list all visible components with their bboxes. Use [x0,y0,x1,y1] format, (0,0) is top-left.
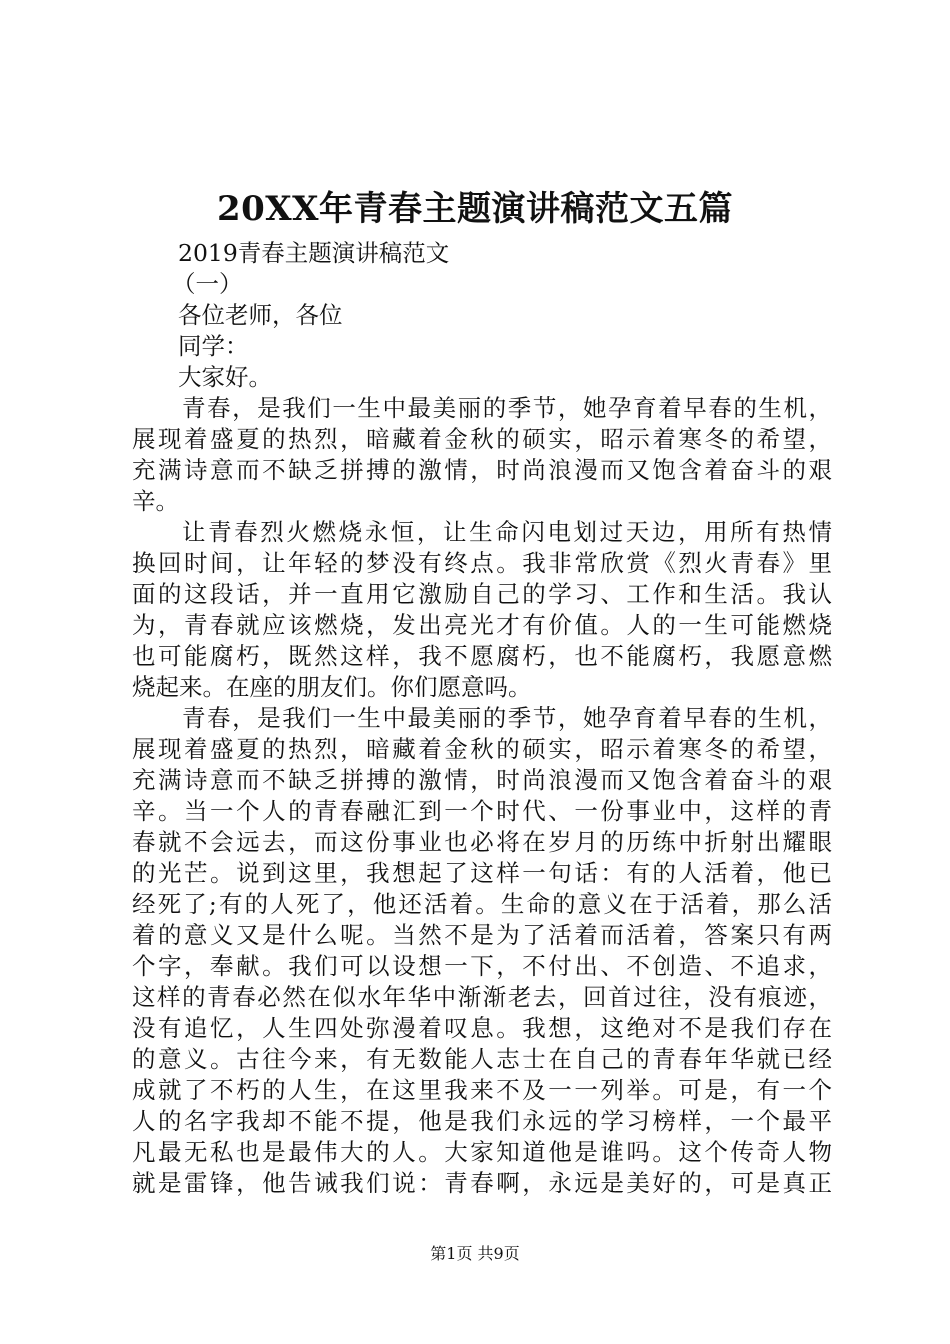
salutation-line: 同学： [178,332,249,360]
section-number: （一） [172,270,243,298]
paragraph-line: 人的名字我却不能不提，他是我们永远的学习榜样，一个最平 [132,1107,832,1135]
paragraph-line: 的意义。古往今来，有无数能人志士在自己的青春年华就已经 [132,1045,832,1073]
paragraph-line: 让青春烈火燃烧永恒，让生命闪电划过天边，用所有热情 [182,518,832,546]
paragraph-line: 的光芒。说到这里，我想起了这样一句话：有的人活着，他已 [132,859,832,887]
paragraph-line: 个字，奉献。我们可以设想一下，不付出、不创造、不追求， [132,952,832,980]
paragraph-line: 着的意义又是什么呢。当然不是为了活着而活着，答案只有两 [132,921,832,949]
greeting-line: 大家好。 [178,363,272,391]
paragraph-line: 充满诗意而不缺乏拼搏的激情，时尚浪漫而又饱含着奋斗的艰 [132,456,832,484]
paragraph-line: 辛。 [132,487,179,515]
paragraph-line: 经死了;有的人死了，他还活着。生命的意义在于活着，那么活 [132,890,832,918]
paragraph-line: 春就不会远去，而这份事业也必将在岁月的历练中折射出耀眼 [132,828,832,856]
paragraph-line: 为，青春就应该燃烧，发出亮光才有价值。人的一生可能燃烧 [132,611,832,639]
paragraph-line: 就是雷锋，他告诫我们说：青春啊，永远是美好的，可是真正 [132,1169,832,1197]
document-title: 20XX年青春主题演讲稿范文五篇 [216,189,734,229]
paragraph-line: 青春，是我们一生中最美丽的季节，她孕育着早春的生机， [182,704,832,732]
paragraph-line: 展现着盛夏的热烈，暗藏着金秋的硕实，昭示着寒冬的希望， [132,735,832,763]
paragraph-line: 辛。当一个人的青春融汇到一个时代、一份事业中，这样的青 [132,797,832,825]
paragraph-line: 展现着盛夏的热烈，暗藏着金秋的硕实，昭示着寒冬的希望， [132,425,832,453]
page-footer: 第1页 共9页 [430,1244,520,1263]
paragraph-line: 成就了不朽的人生，在这里我来不及一一列举。可是，有一个 [132,1076,832,1104]
paragraph-line: 青春，是我们一生中最美丽的季节，她孕育着早春的生机， [182,394,832,422]
paragraph-line: 换回时间，让年轻的梦没有终点。我非常欣赏《烈火青春》里 [132,549,832,577]
salutation-line: 各位老师，各位 [178,301,343,329]
paragraph-line: 凡最无私也是最伟大的人。大家知道他是谁吗。这个传奇人物 [132,1138,832,1166]
paragraph-line: 充满诗意而不缺乏拼搏的激情，时尚浪漫而又饱含着奋斗的艰 [132,766,832,794]
subtitle-line: 2019青春主题演讲稿范文 [178,239,450,267]
paragraph-line: 面的这段话，并一直用它激励自己的学习、工作和生活。我认 [132,580,832,608]
paragraph-line: 这样的青春必然在似水年华中渐渐老去，回首过往，没有痕迹， [132,983,832,1011]
paragraph-line: 烧起来。在座的朋友们。你们愿意吗。 [132,673,532,701]
paragraph-line: 也可能腐朽，既然这样，我不愿腐朽，也不能腐朽，我愿意燃 [132,642,832,670]
paragraph-line: 没有追忆，人生四处弥漫着叹息。我想，这绝对不是我们存在 [132,1014,832,1042]
